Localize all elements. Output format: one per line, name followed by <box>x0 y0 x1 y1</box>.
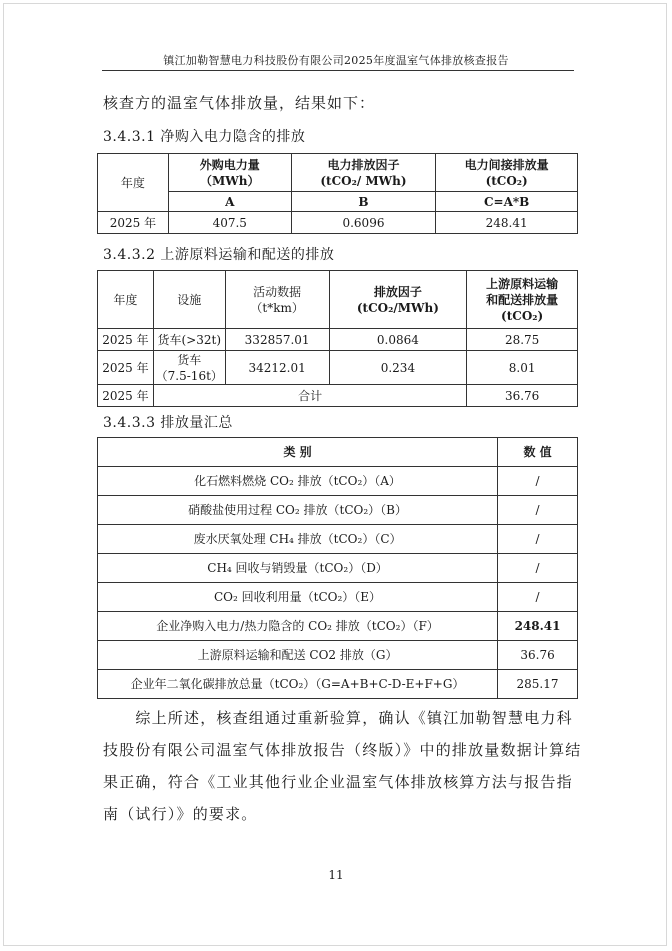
t2-r2-year: 2025 年 <box>98 351 154 385</box>
transport-table <box>97 270 578 407</box>
conclusion-paragraph: 综上所述，核查组通过重新验算，确认《镇江加勒智慧电力科技股份有限公司温室气体排放报告（终版）》中的排放量数据计算结果正确，符合《工业其他行业企业温室气体排放核算方法与报告指南（试行）》的要求。 <box>103 709 582 823</box>
t2-r2-activity: 34212.01 <box>225 351 329 385</box>
t3-category-header: 类 别 <box>98 438 498 467</box>
t2-r2-factor: 0.234 <box>329 351 467 385</box>
t1-year: 2025 年 <box>98 212 169 234</box>
t3-r3-value: / <box>498 525 578 554</box>
table-row <box>98 351 578 385</box>
t3-r6-label: 企业净购入电力/热力隐含的 CO₂ 排放（tCO₂）（F） <box>98 612 498 641</box>
t2-r1-activity: 332857.01 <box>225 329 329 351</box>
t2-total-year: 2025 年 <box>98 385 154 407</box>
t1-value-c: 248.41 <box>436 212 578 234</box>
t3-r4-label: CH₄ 回收与销毁量（tCO₂）（D） <box>98 554 498 583</box>
t3-r7-value: 36.76 <box>498 641 578 670</box>
t3-r3-label: 废水厌氧处理 CH₄ 排放（tCO₂）（C） <box>98 525 498 554</box>
t1-year-header: 年度 <box>98 154 169 212</box>
t3-r4-value: / <box>498 554 578 583</box>
table-row <box>98 329 578 351</box>
t3-r5-value: / <box>498 583 578 612</box>
table-row <box>98 641 578 670</box>
table-row <box>98 212 578 234</box>
t3-r5-label: CO₂ 回收利用量（tCO₂）（E） <box>98 583 498 612</box>
t2-emission-header: 上游原料运输 和配送排放量 (tCO₂) <box>467 271 578 329</box>
summary-table <box>97 437 578 699</box>
page-number: 11 <box>328 868 344 882</box>
table-row <box>98 554 578 583</box>
t1-sym-b: B <box>291 192 436 212</box>
table-row <box>98 525 578 554</box>
t3-r2-value: / <box>498 496 578 525</box>
t1-col2-header: 电力排放因子 (tCO₂/ MWh) <box>291 154 436 192</box>
section-3-4-3-1: 3.4.3.1 净购入电力隐含的排放 <box>103 129 306 145</box>
t3-r7-label: 上游原料运输和配送 CO2 排放（G） <box>98 641 498 670</box>
t1-col3-header: 电力间接排放量 (tCO₂) <box>436 154 578 192</box>
t2-r2-facility: 货车 （7.5-16t） <box>153 351 225 385</box>
table-row <box>98 385 578 407</box>
t3-r8-value: 285.17 <box>498 670 578 699</box>
table-row <box>98 670 578 699</box>
page-header: 镇江加勒智慧电力科技股份有限公司2025年度温室气体排放核查报告 <box>163 54 509 67</box>
electricity-table <box>97 153 578 234</box>
header-rule <box>102 70 574 71</box>
t2-r2-emission: 8.01 <box>467 351 578 385</box>
t2-r1-emission: 28.75 <box>467 329 578 351</box>
t2-r1-factor: 0.0864 <box>329 329 467 351</box>
table-row <box>98 612 578 641</box>
t3-r6-value: 248.41 <box>498 612 578 641</box>
t2-activity-header: 活动数据 （t*km） <box>225 271 329 329</box>
section-3-4-3-2: 3.4.3.2 上游原料运输和配送的排放 <box>103 247 335 263</box>
t1-value-a: 407.5 <box>168 212 291 234</box>
t2-facility-header: 设施 <box>153 271 225 329</box>
t2-total-value: 36.76 <box>467 385 578 407</box>
t1-sym-c: C=A*B <box>436 192 578 212</box>
t1-value-b: 0.6096 <box>291 212 436 234</box>
t3-value-header: 数 值 <box>498 438 578 467</box>
t3-r1-value: / <box>498 467 578 496</box>
t2-factor-header: 排放因子 (tCO₂/MWh) <box>329 271 467 329</box>
t1-col1-header: 外购电力量 （MWh） <box>168 154 291 192</box>
t2-r1-facility: 货车(>32t) <box>153 329 225 351</box>
t3-r8-label: 企业年二氧化碳排放总量（tCO₂）（G=A+B+C-D-E+F+G） <box>98 670 498 699</box>
t3-r2-label: 硝酸盐使用过程 CO₂ 排放（tCO₂）（B） <box>98 496 498 525</box>
t2-total-label: 合计 <box>153 385 466 407</box>
table-row <box>98 496 578 525</box>
table-row <box>98 467 578 496</box>
t2-year-header: 年度 <box>98 271 154 329</box>
intro-text: 核查方的温室气体排放量，结果如下： <box>103 94 376 112</box>
section-3-4-3-3: 3.4.3.3 排放量汇总 <box>103 415 233 431</box>
t1-sym-a: A <box>168 192 291 212</box>
t3-r1-label: 化石燃料燃烧 CO₂ 排放（tCO₂）（A） <box>98 467 498 496</box>
table-row <box>98 583 578 612</box>
t2-r1-year: 2025 年 <box>98 329 154 351</box>
